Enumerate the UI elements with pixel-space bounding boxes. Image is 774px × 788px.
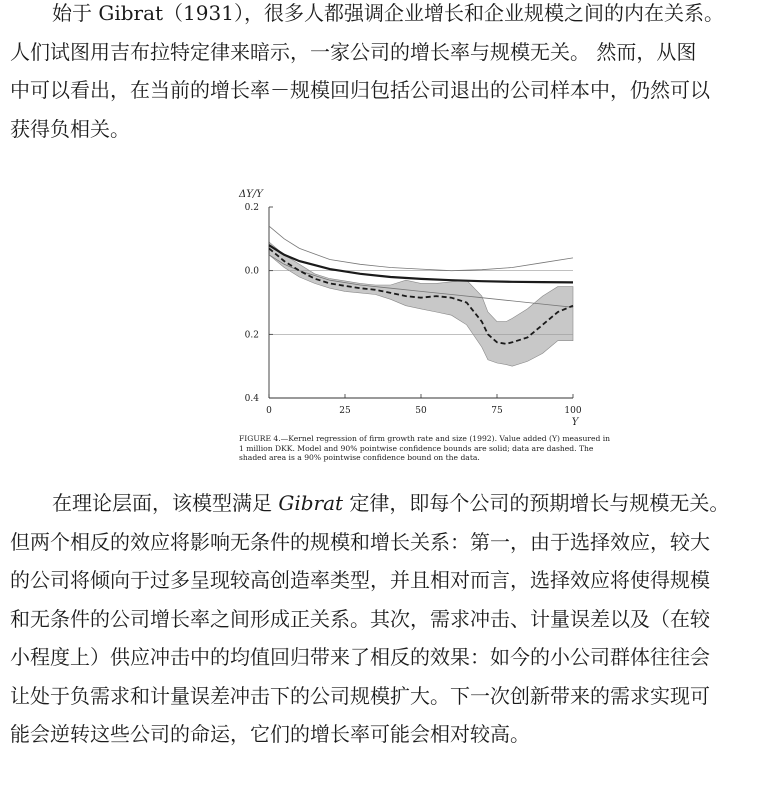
y-tick-label: 0.2 xyxy=(244,330,259,341)
text-line: 和无条件的公司增长率之间形成正关系。其次，需求冲击、计量误差以及（在较 xyxy=(10,606,710,631)
text-segment: 在理论层面，该模型满足 xyxy=(52,491,279,515)
text-line: 获得负相关。 xyxy=(10,116,130,141)
x-tick-label: 100 xyxy=(564,406,582,416)
y-tick-label: 0.4 xyxy=(244,394,259,404)
text-segment: 定律，即每个公司的预期增长与规模无关。 xyxy=(343,491,730,515)
text-line: 人们试图用吉布拉特定律来暗示，一家公司的增长率与规模无关。 然而，从图 xyxy=(10,39,697,64)
confidence-band xyxy=(269,242,573,366)
x-tick-label: 0 xyxy=(266,406,272,416)
x-tick-label: 25 xyxy=(339,406,351,416)
y-tick-label: 0.0 xyxy=(244,266,259,277)
text-line: 小程度上）供应冲击中的均值回归带来了相反的效果：如今的小公司群体往往会 xyxy=(10,645,710,669)
theory-paragraph xyxy=(10,484,770,754)
intro-paragraph xyxy=(10,0,770,148)
y-axis-label: ΔY/Y xyxy=(239,189,263,200)
text-line: 让处于负需求和计量误差冲击下的公司规模扩大。下一次创新带来的需求实现可 xyxy=(10,683,710,708)
text-line: 能会逆转这些公司的命运，它们的增长率可能会相对较高。 xyxy=(10,722,530,746)
text-line: 但两个相反的效应将影响无条件的规模和增长关系：第一，由于选择效应，较大 xyxy=(10,529,710,554)
text-line: 的公司将倾向于过多呈现较高创造率类型，并且相对而言，选择效应将使得规模 xyxy=(10,568,710,592)
x-axis-label: Y xyxy=(571,417,579,428)
text-line xyxy=(10,484,770,523)
text-line: 中可以看出，在当前的增长率－规模回归包括公司退出的公司样本中，仍然可以 xyxy=(10,78,710,102)
figure-caption: FIGURE 4.—Kernel regression of firm growth rate and size (1992). Value added (Y) measured in 1 million DKK. Model and 90% pointwise confidence bounds are solid; data are dashed. The shaded area is a 90% pointwise confidence bound on the data. xyxy=(239,434,611,463)
x-tick-label: 75 xyxy=(491,406,503,416)
gibrat-italic: Gibrat xyxy=(278,491,344,515)
y-tick-label: 0.2 xyxy=(244,203,259,213)
x-tick-label: 50 xyxy=(415,406,427,416)
text-line: 始于 Gibrat（1931），很多人都强调企业增长和企业规模之间的内在关系。 xyxy=(52,1,724,25)
figure-4 xyxy=(214,180,614,480)
growth-size-chart xyxy=(214,180,614,430)
